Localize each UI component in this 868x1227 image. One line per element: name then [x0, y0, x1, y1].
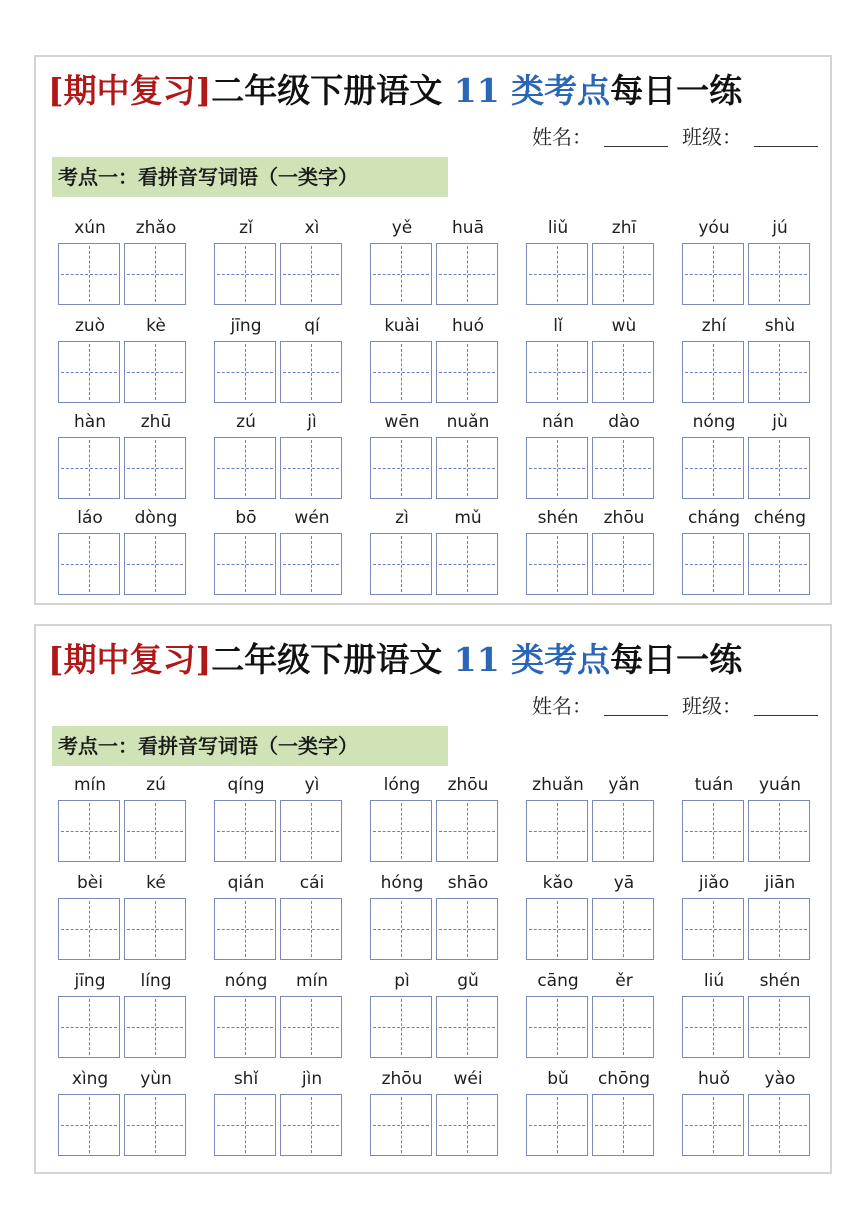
pinyin-label: mín: [73, 775, 107, 795]
pinyin-label: jīng: [74, 971, 106, 991]
title-tail: 每日一练: [610, 71, 743, 110]
writing-box[interactable]: [58, 437, 120, 499]
writing-box[interactable]: [682, 1094, 744, 1156]
pinyin-label: láo: [77, 508, 103, 528]
pinyin-label: tuán: [694, 775, 734, 795]
pinyin-label: huā: [452, 218, 484, 238]
pinyin-label: wén: [294, 508, 330, 528]
writing-box[interactable]: [124, 533, 186, 595]
pinyin-label: nóng: [224, 971, 268, 991]
word-item: [682, 774, 812, 862]
pinyin-label: huó: [452, 316, 484, 336]
writing-box[interactable]: [592, 800, 654, 862]
pinyin-grid: [36, 57, 830, 603]
title-bracket: [期中复习]: [48, 71, 212, 110]
pinyin-label: zhōu: [447, 775, 489, 795]
word-item: [682, 315, 812, 403]
writing-box[interactable]: [280, 341, 342, 403]
writing-box[interactable]: [592, 243, 654, 305]
word-item: [370, 970, 500, 1058]
title-category: 类考点: [511, 640, 611, 679]
pinyin-label: xìng: [71, 1069, 109, 1089]
writing-box[interactable]: [436, 898, 498, 960]
writing-box[interactable]: [370, 1094, 432, 1156]
section-heading: 考点一：看拼音写词语（一类字）: [52, 726, 448, 766]
writing-box[interactable]: [436, 800, 498, 862]
pinyin-label: shǐ: [233, 1069, 259, 1089]
writing-box[interactable]: [526, 898, 588, 960]
pinyin-label: zhuǎn: [532, 775, 584, 795]
writing-box[interactable]: [592, 341, 654, 403]
pinyin-label: qí: [304, 316, 320, 336]
pinyin-grid: [36, 626, 830, 1172]
writing-box[interactable]: [682, 533, 744, 595]
pinyin-label: hàn: [74, 412, 106, 432]
writing-box[interactable]: [748, 243, 810, 305]
writing-box[interactable]: [748, 437, 810, 499]
word-item: [526, 217, 656, 305]
writing-box[interactable]: [280, 533, 342, 595]
word-item: [526, 774, 656, 862]
pinyin-label: cāng: [537, 971, 579, 991]
writing-box[interactable]: [58, 533, 120, 595]
pinyin-label: shén: [537, 508, 579, 528]
pinyin-label: líng: [140, 971, 172, 991]
writing-box[interactable]: [436, 437, 498, 499]
writing-box[interactable]: [526, 341, 588, 403]
writing-box[interactable]: [748, 341, 810, 403]
class-label: 班级：: [682, 694, 742, 718]
class-label: 班级：: [682, 125, 742, 149]
word-item: [526, 411, 656, 499]
pinyin-label: bèi: [77, 873, 103, 893]
pinyin-label: zhí: [701, 316, 727, 336]
title-grade: 二年级下册语文: [211, 71, 443, 110]
writing-box[interactable]: [214, 1094, 276, 1156]
pinyin-label: zhǎo: [135, 218, 177, 238]
writing-box[interactable]: [280, 1094, 342, 1156]
pinyin-label: liú: [703, 971, 725, 991]
word-item: [370, 411, 500, 499]
pinyin-label: yā: [613, 873, 635, 893]
writing-box[interactable]: [592, 437, 654, 499]
word-item: [526, 315, 656, 403]
title-tail: 每日一练: [610, 640, 743, 679]
pinyin-label: yào: [764, 1069, 796, 1089]
word-item: [58, 970, 188, 1058]
writing-box[interactable]: [124, 243, 186, 305]
writing-box[interactable]: [214, 800, 276, 862]
word-item: [526, 872, 656, 960]
pinyin-label: pì: [394, 971, 410, 991]
pinyin-label: zú: [236, 412, 256, 432]
writing-box[interactable]: [526, 1094, 588, 1156]
name-label: 姓名：: [532, 125, 592, 149]
pinyin-label: zì: [395, 508, 409, 528]
worksheet-1: [34, 55, 832, 605]
writing-box[interactable]: [748, 800, 810, 862]
pinyin-label: lóng: [383, 775, 421, 795]
writing-box[interactable]: [214, 533, 276, 595]
writing-box[interactable]: [526, 437, 588, 499]
pinyin-label: bō: [235, 508, 257, 528]
writing-box[interactable]: [370, 996, 432, 1058]
writing-box[interactable]: [280, 898, 342, 960]
pinyin-label: zhōu: [381, 1069, 423, 1089]
word-item: [214, 970, 344, 1058]
pinyin-label: zhū: [140, 412, 172, 432]
pinyin-label: yě: [391, 218, 413, 238]
pinyin-label: jú: [772, 218, 788, 238]
word-item: [58, 411, 188, 499]
writing-box[interactable]: [436, 1094, 498, 1156]
pinyin-label: zú: [146, 775, 166, 795]
writing-box[interactable]: [526, 243, 588, 305]
title-category: 类考点: [511, 71, 611, 110]
writing-box[interactable]: [526, 800, 588, 862]
writing-box[interactable]: [748, 996, 810, 1058]
writing-box[interactable]: [280, 800, 342, 862]
pinyin-label: xì: [304, 218, 320, 238]
word-item: [370, 315, 500, 403]
pinyin-label: nóng: [692, 412, 736, 432]
writing-box[interactable]: [748, 898, 810, 960]
pinyin-label: bǔ: [547, 1069, 569, 1089]
worksheet-2: [34, 624, 832, 1174]
writing-box[interactable]: [748, 1094, 810, 1156]
word-item: [682, 411, 812, 499]
writing-box[interactable]: [280, 243, 342, 305]
pinyin-label: yóu: [698, 218, 730, 238]
writing-box[interactable]: [58, 1094, 120, 1156]
writing-box[interactable]: [370, 800, 432, 862]
word-item: [58, 1068, 188, 1156]
pinyin-label: xún: [74, 218, 106, 238]
pinyin-label: yǎn: [608, 775, 640, 795]
writing-box[interactable]: [592, 1094, 654, 1156]
word-item: [682, 217, 812, 305]
word-item: [682, 872, 812, 960]
pinyin-label: wù: [611, 316, 637, 336]
writing-box[interactable]: [124, 341, 186, 403]
writing-box[interactable]: [124, 800, 186, 862]
writing-box[interactable]: [592, 996, 654, 1058]
pinyin-label: ěr: [615, 971, 633, 991]
word-item: [214, 217, 344, 305]
writing-box[interactable]: [436, 243, 498, 305]
pinyin-label: jiǎo: [698, 873, 730, 893]
word-item: [58, 507, 188, 595]
pinyin-label: yùn: [140, 1069, 172, 1089]
pinyin-label: mǔ: [454, 508, 482, 528]
word-item: [526, 1068, 656, 1156]
word-item: [58, 774, 188, 862]
writing-box[interactable]: [682, 996, 744, 1058]
writing-box[interactable]: [124, 898, 186, 960]
writing-box[interactable]: [370, 437, 432, 499]
pinyin-label: dào: [608, 412, 640, 432]
writing-box[interactable]: [58, 243, 120, 305]
writing-box[interactable]: [214, 341, 276, 403]
title-bracket: [期中复习]: [48, 640, 212, 679]
writing-box[interactable]: [214, 898, 276, 960]
word-item: [526, 507, 656, 595]
word-item: [214, 872, 344, 960]
pinyin-label: kè: [146, 316, 166, 336]
pinyin-label: jiān: [764, 873, 796, 893]
word-item: [214, 774, 344, 862]
pinyin-label: jīng: [230, 316, 262, 336]
writing-box[interactable]: [124, 1094, 186, 1156]
writing-box[interactable]: [436, 996, 498, 1058]
writing-box[interactable]: [280, 437, 342, 499]
pinyin-label: qíng: [227, 775, 265, 795]
pinyin-label: zhī: [611, 218, 637, 238]
writing-box[interactable]: [124, 996, 186, 1058]
writing-box[interactable]: [58, 341, 120, 403]
pinyin-label: nán: [542, 412, 574, 432]
pinyin-label: gǔ: [457, 971, 479, 991]
word-item: [526, 970, 656, 1058]
writing-box[interactable]: [370, 533, 432, 595]
title-grade: 二年级下册语文: [211, 640, 443, 679]
word-item: [370, 1068, 500, 1156]
writing-box[interactable]: [58, 996, 120, 1058]
word-item: [370, 774, 500, 862]
pinyin-label: kǎo: [542, 873, 574, 893]
pinyin-label: lǐ: [553, 316, 563, 336]
pinyin-label: chéng: [753, 508, 807, 528]
writing-box[interactable]: [436, 341, 498, 403]
pinyin-label: kuài: [384, 316, 420, 336]
writing-box[interactable]: [592, 898, 654, 960]
word-item: [58, 315, 188, 403]
writing-box[interactable]: [748, 533, 810, 595]
writing-box[interactable]: [370, 898, 432, 960]
word-item: [370, 507, 500, 595]
pinyin-label: cháng: [687, 508, 741, 528]
writing-box[interactable]: [58, 800, 120, 862]
title-number: 11: [453, 71, 500, 110]
title-number: 11: [453, 640, 500, 679]
writing-box[interactable]: [214, 996, 276, 1058]
pinyin-label: shén: [759, 971, 801, 991]
pinyin-label: yì: [304, 775, 320, 795]
writing-box[interactable]: [124, 437, 186, 499]
pinyin-label: zǐ: [239, 218, 253, 238]
pinyin-label: jìn: [301, 1069, 323, 1089]
pinyin-label: wéi: [453, 1069, 483, 1089]
word-item: [214, 315, 344, 403]
word-item: [682, 970, 812, 1058]
writing-box[interactable]: [682, 243, 744, 305]
pinyin-label: huǒ: [698, 1069, 730, 1089]
word-item: [58, 872, 188, 960]
writing-box[interactable]: [436, 533, 498, 595]
writing-box[interactable]: [370, 243, 432, 305]
word-item: [370, 217, 500, 305]
writing-box[interactable]: [214, 243, 276, 305]
writing-box[interactable]: [526, 996, 588, 1058]
pinyin-label: zuò: [74, 316, 106, 336]
pinyin-label: dòng: [134, 508, 178, 528]
pinyin-label: chōng: [597, 1069, 651, 1089]
pinyin-label: wēn: [384, 412, 420, 432]
writing-box[interactable]: [682, 800, 744, 862]
pinyin-label: jì: [307, 412, 317, 432]
writing-box[interactable]: [214, 437, 276, 499]
pinyin-label: nuǎn: [446, 412, 490, 432]
writing-box[interactable]: [526, 533, 588, 595]
word-item: [370, 872, 500, 960]
pinyin-label: zhōu: [603, 508, 645, 528]
section-heading: 考点一：看拼音写词语（一类字）: [52, 157, 448, 197]
pinyin-label: ké: [146, 873, 166, 893]
writing-box[interactable]: [682, 341, 744, 403]
pinyin-label: liǔ: [547, 218, 569, 238]
pinyin-label: jù: [772, 412, 788, 432]
word-item: [682, 1068, 812, 1156]
word-item: [682, 507, 812, 595]
word-item: [214, 1068, 344, 1156]
pinyin-label: shù: [764, 316, 796, 336]
writing-box[interactable]: [682, 437, 744, 499]
word-item: [214, 411, 344, 499]
name-label: 姓名：: [532, 694, 592, 718]
pinyin-label: qián: [227, 873, 265, 893]
pinyin-label: shāo: [447, 873, 489, 893]
writing-box[interactable]: [682, 898, 744, 960]
pinyin-label: hóng: [380, 873, 424, 893]
writing-box[interactable]: [58, 898, 120, 960]
word-item: [58, 217, 188, 305]
word-item: [214, 507, 344, 595]
pinyin-label: cái: [299, 873, 325, 893]
pinyin-label: mín: [295, 971, 329, 991]
pinyin-label: yuán: [758, 775, 802, 795]
writing-box[interactable]: [370, 341, 432, 403]
writing-box[interactable]: [280, 996, 342, 1058]
writing-box[interactable]: [592, 533, 654, 595]
